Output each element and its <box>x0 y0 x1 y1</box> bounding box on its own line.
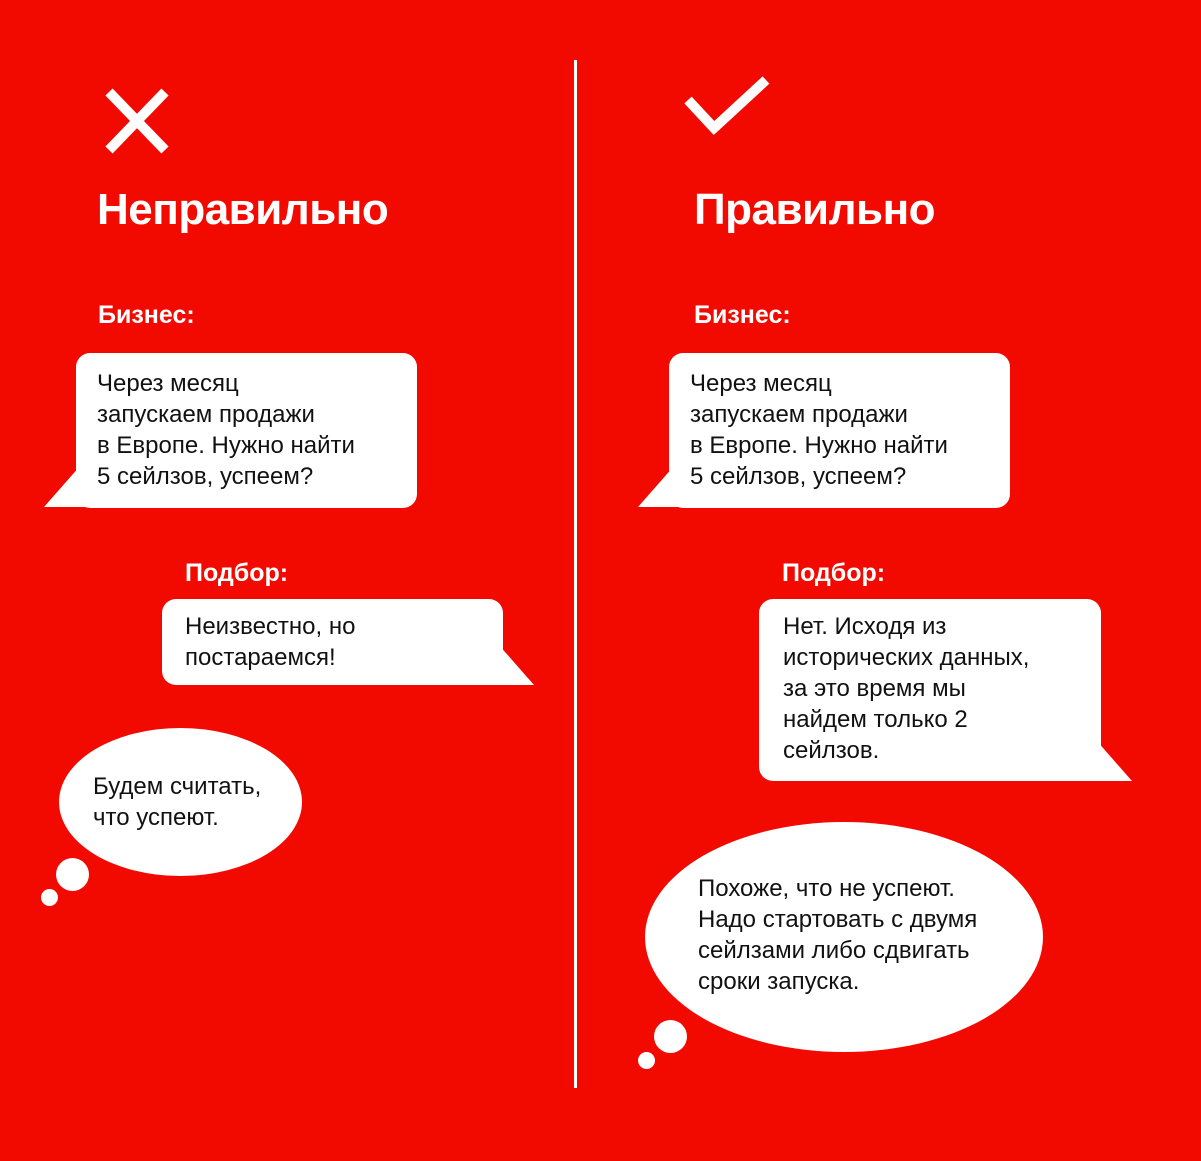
wrong-heading: Неправильно <box>97 185 389 234</box>
business-speaker-label: Бизнес: <box>694 301 791 329</box>
right-heading: Правильно <box>694 185 936 234</box>
thought-text: Похоже, что не успеют. Надо стартовать с двумя сейлзами либо сдвигать сроки запуска. <box>698 875 978 995</box>
recruiting-speaker-label: Подбор: <box>782 559 886 587</box>
business-message-box <box>76 353 417 508</box>
business-speaker-label: Бизнес: <box>98 301 195 329</box>
recruiting-message-box <box>759 599 1101 781</box>
recruiting-message-text: Неизвестно, но постараемся! <box>185 613 356 671</box>
recruiting-speaker-label: Подбор: <box>185 559 289 587</box>
thought-dot-large <box>56 858 89 891</box>
thought-dot-small <box>41 889 58 906</box>
column-divider <box>574 60 577 1088</box>
thought-bubble <box>59 728 302 876</box>
business-message-text: Через месяц запускаем продажи в Европе. Нужно найти 5 сейлзов, успеем? <box>690 370 948 490</box>
thought-dot-small <box>638 1052 655 1069</box>
cross-icon <box>103 88 171 154</box>
recruiting-message-text: Нет. Исходя из исторических данных, за это время мы найдем только 2 сейлзов. <box>783 613 1030 764</box>
recruiting-message-box <box>162 599 503 685</box>
business-message-box <box>669 353 1010 508</box>
thought-dot-large <box>654 1020 687 1053</box>
check-icon <box>684 76 770 138</box>
thought-bubble <box>645 822 1043 1052</box>
thought-text: Будем считать, что успеют. <box>93 773 262 831</box>
business-message-text: Через месяц запускаем продажи в Европе. Нужно найти 5 сейлзов, успеем? <box>97 370 355 490</box>
